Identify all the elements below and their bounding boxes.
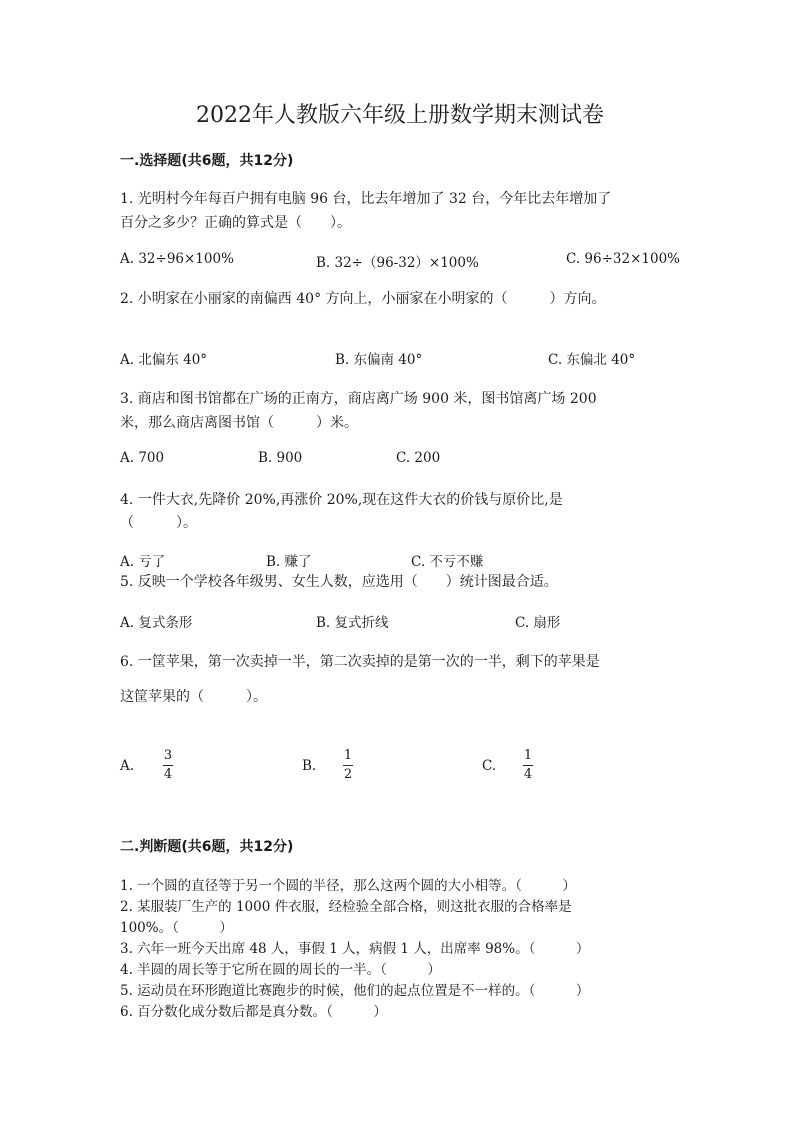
question-4-line-1: 4. 一件大衣,先降价 20%,再涨价 20%,现在这件大衣的价钱与原价比,是 xyxy=(120,492,563,508)
question-5-line-1: 5. 反映一个学校各年级男、女生人数，应选用（ ）统计图最合适。 xyxy=(120,574,558,590)
question-4-line-2: （ ）。 xyxy=(120,515,197,531)
question-3-line-2: 米，那么商店离图书馆（ ）米。 xyxy=(120,415,358,431)
question-2-option-c: C. 东偏北 40° xyxy=(548,352,636,368)
judgment-item-6: 6. 百分数化成分数后都是真分数。（ ） xyxy=(120,1004,387,1020)
question-1-line-1: 1. 光明村今年每百户拥有电脑 96 台，比去年增加了 32 台，今年比去年增加了 xyxy=(120,191,612,207)
question-6-line-2: 这筐苹果的（ ）。 xyxy=(120,689,267,705)
question-6-option-b-fraction xyxy=(341,749,355,782)
judgment-item-2-line-1: 2. 某服装厂生产的 1000 件衣服，经检验全部合格，则这批衣服的合格率是 xyxy=(120,899,572,915)
question-4-option-a: A. 亏了 xyxy=(120,554,166,570)
question-1-option-a: A. 32÷96×100% xyxy=(120,251,234,267)
question-3-option-c: C. 200 xyxy=(396,450,441,466)
question-1-line-2: 百分之多少？正确的算式是（ ）。 xyxy=(120,215,351,231)
fraction-bar xyxy=(343,765,353,766)
question-2-option-a: A. 北偏东 40° xyxy=(120,352,208,368)
question-1-option-b: B. 32÷（96-32）×100% xyxy=(316,255,479,271)
question-2-option-b: B. 东偏南 40° xyxy=(335,352,423,368)
page-title: 2022年人教版六年级上册数学期末测试卷 xyxy=(196,103,604,128)
question-6-option-a-label: A. xyxy=(120,758,135,774)
question-1-option-c: C. 96÷32×100% xyxy=(566,251,681,267)
judgment-item-1: 1. 一个圆的直径等于另一个圆的半径，那么这两个圆的大小相等。（ ） xyxy=(120,878,576,894)
fraction-denominator: 4 xyxy=(523,767,533,782)
question-5-option-c: C. 扇形 xyxy=(515,615,561,631)
question-6-option-b-label: B. xyxy=(302,758,317,774)
section-heading-judgment: 二.判断题(共6题，共12分) xyxy=(120,839,294,855)
question-3-line-1: 3. 商店和图书馆都在广场的正南方，商店离广场 900 米，图书馆离广场 200 xyxy=(120,391,597,407)
fraction-numerator: 1 xyxy=(523,748,533,763)
judgment-item-3: 3. 六年一班今天出席 48 人，事假 1 人，病假 1 人，出席率 98%。（ ） xyxy=(120,941,590,957)
question-6-option-c-fraction xyxy=(521,749,535,782)
judgment-item-2-line-2: 100%。（ ） xyxy=(120,920,233,936)
section-heading-choice: 一.选择题(共6题，共12分) xyxy=(120,153,294,169)
question-5-option-a: A. 复式条形 xyxy=(120,615,193,631)
fraction-numerator: 1 xyxy=(343,748,353,763)
question-5-option-b: B. 复式折线 xyxy=(316,615,389,631)
question-2-line-1: 2. 小明家在小丽家的南偏西 40° 方向上，小丽家在小明家的（ ）方向。 xyxy=(120,291,606,307)
judgment-item-4: 4. 半圆的周长等于它所在圆的周长的一半。（ ） xyxy=(120,962,441,978)
judgment-item-5: 5. 运动员在环形跑道比赛跑步的时候，他们的起点位置是不一样的。（ ） xyxy=(120,983,590,999)
fraction-denominator: 2 xyxy=(343,767,353,782)
question-3-option-b: B. 900 xyxy=(258,450,303,466)
question-4-option-b: B. 赚了 xyxy=(266,554,312,570)
fraction-numerator: 3 xyxy=(163,748,173,763)
fraction-bar xyxy=(523,765,533,766)
fraction-bar xyxy=(163,765,173,766)
question-6-option-c-label: C. xyxy=(482,758,497,774)
question-6-line-1: 6. 一筐苹果，第一次卖掉一半，第二次卖掉的是第一次的一半，剩下的苹果是 xyxy=(120,654,600,670)
question-3-option-a: A. 700 xyxy=(120,450,165,466)
question-4-option-c: C. 不亏不赚 xyxy=(411,554,484,570)
question-6-option-a-fraction xyxy=(161,749,175,782)
fraction-denominator: 4 xyxy=(163,767,173,782)
